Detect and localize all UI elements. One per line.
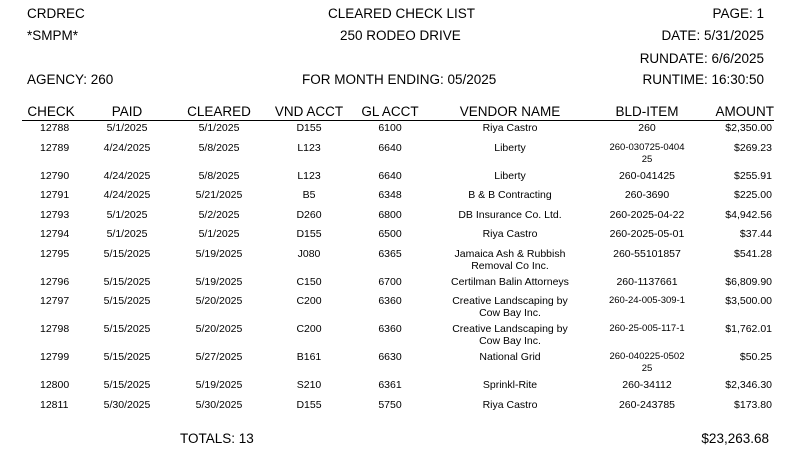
bld-item bbox=[594, 378, 700, 398]
gl-account-text: 6365 bbox=[378, 247, 402, 260]
amount bbox=[700, 275, 774, 295]
vendor-name-text: Riya Castro bbox=[482, 122, 538, 134]
table-row bbox=[22, 322, 774, 350]
check-number bbox=[22, 294, 80, 322]
amount-text: $255.91 bbox=[734, 169, 772, 182]
vendor-name-text: Creative Landscaping by bbox=[452, 323, 568, 335]
paid-date bbox=[80, 141, 174, 169]
paid-date-text: 5/1/2025 bbox=[106, 228, 148, 240]
vendor-name bbox=[426, 350, 594, 378]
report-title: CLEARED CHECK LIST bbox=[328, 6, 476, 21]
amount bbox=[700, 169, 774, 189]
vendor-name-text-line2: Cow Bay Inc. bbox=[479, 335, 541, 347]
gl-account bbox=[354, 121, 426, 141]
vendor-name bbox=[426, 398, 594, 418]
vendor-name bbox=[426, 378, 594, 398]
paid-date bbox=[80, 208, 174, 228]
bld-item-text: 260-041425 bbox=[618, 169, 676, 182]
check-number-text: 12791 bbox=[40, 189, 70, 201]
paid-date bbox=[80, 247, 174, 275]
amount-text: $541.28 bbox=[734, 247, 772, 260]
bld-item-text: 260-25-005-117-1 bbox=[609, 323, 685, 334]
paid-date-text: 5/1/2025 bbox=[106, 122, 148, 134]
amount-text: $4,942.56 bbox=[725, 208, 772, 221]
vendor-name bbox=[426, 322, 594, 350]
report-date: DATE: 5/31/2025 bbox=[661, 28, 764, 43]
col-bld-item: BLD-ITEM bbox=[594, 102, 700, 121]
gl-account bbox=[354, 294, 426, 322]
gl-account-text: 6630 bbox=[378, 351, 402, 363]
amount bbox=[700, 121, 774, 141]
vendor-name-text: Sprinkl-Rite bbox=[482, 379, 538, 391]
cleared-date-text: 5/20/2025 bbox=[195, 295, 243, 307]
bld-item bbox=[594, 141, 700, 169]
bld-item-text: 260-040225-0502 bbox=[609, 351, 685, 362]
cleared-date-text: 5/21/2025 bbox=[195, 189, 243, 201]
table-row bbox=[22, 227, 774, 247]
gl-account bbox=[354, 208, 426, 228]
vendor-name-text: Riya Castro bbox=[482, 398, 538, 411]
vendor-account-text: D155 bbox=[296, 228, 322, 240]
vendor-name-text-line2: Removal Co Inc. bbox=[471, 259, 549, 272]
paid-date-text: 5/15/2025 bbox=[103, 275, 151, 288]
gl-account bbox=[354, 398, 426, 418]
paid-date bbox=[80, 378, 174, 398]
bld-item bbox=[594, 275, 700, 295]
gl-account bbox=[354, 169, 426, 189]
vendor-name bbox=[426, 247, 594, 275]
check-number bbox=[22, 169, 80, 189]
table-row bbox=[22, 350, 774, 378]
check-number-text: 12788 bbox=[40, 122, 70, 134]
check-number bbox=[22, 208, 80, 228]
table-row bbox=[22, 141, 774, 169]
amount-text: $173.80 bbox=[734, 398, 772, 411]
totals-label-text: TOTALS: bbox=[180, 431, 236, 446]
check-number-text: 12794 bbox=[40, 228, 70, 240]
vendor-account-text: C200 bbox=[296, 295, 322, 307]
bld-item-text: 260-2025-05-01 bbox=[609, 228, 685, 240]
check-number bbox=[22, 121, 80, 141]
cleared-date bbox=[174, 350, 264, 378]
vendor-account-text: L123 bbox=[297, 169, 321, 182]
amount-text: $3,500.00 bbox=[725, 295, 772, 307]
month-ending: FOR MONTH ENDING: 05/2025 bbox=[302, 72, 497, 87]
cleared-date-text: 5/1/2025 bbox=[198, 228, 240, 240]
paid-date bbox=[80, 227, 174, 247]
cleared-date-text: 5/19/2025 bbox=[195, 275, 243, 288]
paid-date-text: 5/15/2025 bbox=[103, 295, 151, 307]
gl-account-text: 6100 bbox=[378, 122, 402, 134]
check-number bbox=[22, 227, 80, 247]
cleared-date bbox=[174, 208, 264, 228]
totals-amount: $23,263.68 bbox=[701, 431, 769, 446]
amount bbox=[700, 294, 774, 322]
vendor-name bbox=[426, 208, 594, 228]
vendor-name-text: Liberty bbox=[494, 141, 526, 154]
bld-item bbox=[594, 322, 700, 350]
col-cleared: CLEARED bbox=[174, 102, 264, 121]
vendor-name-text: Jamaica Ash & Rubbish bbox=[454, 247, 566, 260]
check-number-text: 12811 bbox=[40, 398, 69, 411]
vendor-account bbox=[264, 121, 354, 141]
vendor-account-text: D155 bbox=[296, 398, 322, 411]
table-row bbox=[22, 247, 774, 275]
check-number-text: 12790 bbox=[40, 169, 70, 182]
gl-account bbox=[354, 322, 426, 350]
bld-item-text-line2: 25 bbox=[641, 363, 653, 374]
paid-date-text: 4/24/2025 bbox=[103, 141, 151, 154]
bld-item-text: 260-1137661 bbox=[616, 275, 678, 288]
amount bbox=[700, 227, 774, 247]
gl-account-text: 6640 bbox=[378, 169, 402, 182]
amount bbox=[700, 350, 774, 378]
amount-text: $6,809.90 bbox=[725, 275, 772, 288]
gl-account bbox=[354, 350, 426, 378]
gl-account-text: 6360 bbox=[378, 295, 402, 307]
vendor-account-text: D155 bbox=[296, 122, 322, 134]
vendor-account bbox=[264, 398, 354, 418]
cleared-date bbox=[174, 141, 264, 169]
check-number-text: 12798 bbox=[40, 323, 70, 335]
col-amount: AMOUNT bbox=[700, 102, 774, 121]
check-number bbox=[22, 188, 80, 208]
cleared-date bbox=[174, 322, 264, 350]
paid-date bbox=[80, 398, 174, 418]
col-check: CHECK bbox=[22, 102, 80, 121]
run-time: RUNTIME: 16:30:50 bbox=[642, 72, 764, 87]
table-row bbox=[22, 294, 774, 322]
amount bbox=[700, 247, 774, 275]
bld-item bbox=[594, 398, 700, 418]
bld-item bbox=[594, 121, 700, 141]
paid-date-text: 5/15/2025 bbox=[103, 247, 151, 260]
cleared-date bbox=[174, 227, 264, 247]
vendor-name-text: Creative Landscaping by bbox=[452, 295, 568, 307]
paid-date bbox=[80, 188, 174, 208]
amount-text: $1,762.01 bbox=[725, 323, 772, 335]
table-row bbox=[22, 208, 774, 228]
gl-account-text: 6800 bbox=[378, 208, 402, 221]
vendor-account bbox=[264, 208, 354, 228]
bld-item bbox=[594, 247, 700, 275]
vendor-account bbox=[264, 141, 354, 169]
bld-item bbox=[594, 208, 700, 228]
paid-date-text: 4/24/2025 bbox=[103, 169, 151, 182]
vendor-account-text: C200 bbox=[296, 323, 322, 335]
check-number-text: 12797 bbox=[40, 295, 70, 307]
check-number bbox=[22, 275, 80, 295]
bld-item-text-line2: 25 bbox=[641, 153, 653, 165]
bld-item-text: 260-3690 bbox=[624, 189, 670, 201]
amount bbox=[700, 208, 774, 228]
gl-account-text: 6361 bbox=[378, 379, 402, 391]
paid-date bbox=[80, 350, 174, 378]
amount-text: $37.44 bbox=[739, 228, 772, 240]
gl-account bbox=[354, 188, 426, 208]
gl-account-text: 6700 bbox=[378, 275, 402, 288]
paid-date bbox=[80, 275, 174, 295]
totals-count: 13 bbox=[238, 431, 254, 446]
amount-text: $50.25 bbox=[739, 351, 772, 363]
user-code: *SMPM* bbox=[27, 28, 79, 43]
amount bbox=[700, 322, 774, 350]
gl-account bbox=[354, 227, 426, 247]
run-date: RUNDATE: 6/6/2025 bbox=[639, 51, 764, 66]
bld-item bbox=[594, 350, 700, 378]
check-number bbox=[22, 141, 80, 169]
table-row bbox=[22, 398, 774, 418]
cleared-date bbox=[174, 247, 264, 275]
table-row bbox=[22, 169, 774, 189]
vendor-name-text: Certilman Balin Attorneys bbox=[451, 275, 569, 288]
cleared-date-text: 5/27/2025 bbox=[195, 351, 243, 363]
gl-account-text: 6360 bbox=[378, 323, 402, 335]
gl-account bbox=[354, 378, 426, 398]
bld-item-text: 260-2025-04-22 bbox=[609, 208, 685, 221]
check-number bbox=[22, 247, 80, 275]
bld-item-text: 260-030725-0404 bbox=[609, 141, 685, 153]
gl-account bbox=[354, 141, 426, 169]
vendor-account bbox=[264, 322, 354, 350]
cleared-date-text: 5/8/2025 bbox=[198, 169, 240, 182]
amount-text: $225.00 bbox=[734, 189, 772, 201]
vendor-account-text: D260 bbox=[296, 208, 322, 221]
paid-date bbox=[80, 322, 174, 350]
check-number bbox=[22, 398, 80, 418]
vendor-name-text: B & B Contracting bbox=[468, 189, 552, 201]
vendor-account bbox=[264, 188, 354, 208]
cleared-date bbox=[174, 398, 264, 418]
vendor-name bbox=[426, 275, 594, 295]
vendor-name-text-line2: Cow Bay Inc. bbox=[479, 307, 541, 319]
report-code: CRDREC bbox=[27, 6, 85, 21]
vendor-account bbox=[264, 378, 354, 398]
paid-date bbox=[80, 121, 174, 141]
bld-item-text: 260-55101857 bbox=[613, 247, 681, 260]
cleared-date-text: 5/8/2025 bbox=[198, 141, 240, 154]
cleared-date bbox=[174, 188, 264, 208]
vendor-account bbox=[264, 275, 354, 295]
col-gl-acct: GL ACCT bbox=[354, 102, 426, 121]
bld-item-text: 260-34112 bbox=[622, 379, 672, 391]
check-number-text: 12789 bbox=[40, 141, 70, 154]
paid-date bbox=[80, 294, 174, 322]
paid-date-text: 5/15/2025 bbox=[103, 379, 151, 391]
vendor-name bbox=[426, 121, 594, 141]
cleared-date-text: 5/1/2025 bbox=[198, 122, 240, 134]
cleared-date-text: 5/19/2025 bbox=[195, 379, 243, 391]
vendor-name bbox=[426, 141, 594, 169]
vendor-account bbox=[264, 169, 354, 189]
amount-text: $269.23 bbox=[734, 141, 772, 154]
table-row bbox=[22, 275, 774, 295]
gl-account bbox=[354, 247, 426, 275]
cleared-date-text: 5/2/2025 bbox=[198, 208, 240, 221]
check-number-text: 12793 bbox=[40, 208, 70, 221]
col-paid: PAID bbox=[80, 102, 174, 121]
amount-text: $2,350.00 bbox=[725, 122, 772, 134]
bld-item bbox=[594, 294, 700, 322]
amount bbox=[700, 141, 774, 169]
table-row bbox=[22, 121, 774, 141]
cleared-date bbox=[174, 121, 264, 141]
vendor-account-text: B161 bbox=[296, 351, 322, 363]
vendor-account-text: J080 bbox=[297, 247, 321, 260]
agency: AGENCY: 260 bbox=[27, 72, 114, 87]
paid-date-text: 5/1/2025 bbox=[106, 208, 148, 221]
col-vendor-name: VENDOR NAME bbox=[426, 102, 594, 121]
amount-text: $2,346.30 bbox=[725, 379, 772, 391]
vendor-account bbox=[264, 227, 354, 247]
vendor-account-text: B5 bbox=[302, 189, 316, 201]
vendor-name bbox=[426, 227, 594, 247]
table-row bbox=[22, 188, 774, 208]
gl-account-text: 5750 bbox=[378, 398, 402, 411]
gl-account-text: 6500 bbox=[378, 228, 402, 240]
address: 250 RODEO DRIVE bbox=[340, 28, 461, 43]
cleared-date-text: 5/19/2025 bbox=[195, 247, 243, 260]
table-row bbox=[22, 378, 774, 398]
vendor-name bbox=[426, 294, 594, 322]
bld-item bbox=[594, 188, 700, 208]
vendor-name-text: Riya Castro bbox=[482, 228, 538, 240]
cleared-date bbox=[174, 294, 264, 322]
check-number-text: 12795 bbox=[40, 247, 70, 260]
cleared-date bbox=[174, 169, 264, 189]
vendor-name bbox=[426, 169, 594, 189]
cleared-date-text: 5/30/2025 bbox=[195, 398, 243, 411]
vendor-name-text: Liberty bbox=[494, 169, 526, 182]
vendor-name-text: National Grid bbox=[479, 351, 541, 363]
vendor-account bbox=[264, 350, 354, 378]
amount bbox=[700, 188, 774, 208]
paid-date-text: 5/15/2025 bbox=[103, 351, 151, 363]
cleared-date bbox=[174, 378, 264, 398]
gl-account-text: 6640 bbox=[378, 141, 402, 154]
check-number-text: 12800 bbox=[40, 379, 70, 391]
paid-date-text: 5/15/2025 bbox=[103, 323, 151, 335]
bld-item bbox=[594, 169, 700, 189]
col-vnd-acct: VND ACCT bbox=[264, 102, 354, 121]
bld-item bbox=[594, 227, 700, 247]
paid-date bbox=[80, 169, 174, 189]
vendor-account bbox=[264, 247, 354, 275]
vendor-account-text: S210 bbox=[296, 379, 322, 391]
vendor-account-text: L123 bbox=[297, 141, 321, 154]
gl-account bbox=[354, 275, 426, 295]
totals-label bbox=[180, 431, 254, 446]
cleared-date bbox=[174, 275, 264, 295]
vendor-account-text: C150 bbox=[296, 275, 322, 288]
amount bbox=[700, 378, 774, 398]
bld-item-text: 260-243785 bbox=[618, 398, 676, 411]
bld-item-text: 260 bbox=[638, 122, 656, 134]
vendor-account bbox=[264, 294, 354, 322]
table-header-row bbox=[22, 102, 774, 121]
bld-item-text: 260-24-005-309-1 bbox=[608, 295, 686, 306]
amount bbox=[700, 398, 774, 418]
check-number-text: 12796 bbox=[40, 275, 70, 288]
check-number bbox=[22, 378, 80, 398]
paid-date-text: 4/24/2025 bbox=[103, 189, 151, 201]
check-number bbox=[22, 322, 80, 350]
page-number: PAGE: 1 bbox=[712, 6, 764, 21]
check-number-text: 12799 bbox=[40, 351, 70, 363]
cleared-date-text: 5/20/2025 bbox=[195, 323, 243, 335]
cleared-check-table bbox=[22, 102, 774, 417]
paid-date-text: 5/30/2025 bbox=[103, 398, 151, 411]
vendor-name bbox=[426, 188, 594, 208]
vendor-name-text: DB Insurance Co. Ltd. bbox=[458, 208, 562, 221]
check-number bbox=[22, 350, 80, 378]
gl-account-text: 6348 bbox=[378, 189, 402, 201]
